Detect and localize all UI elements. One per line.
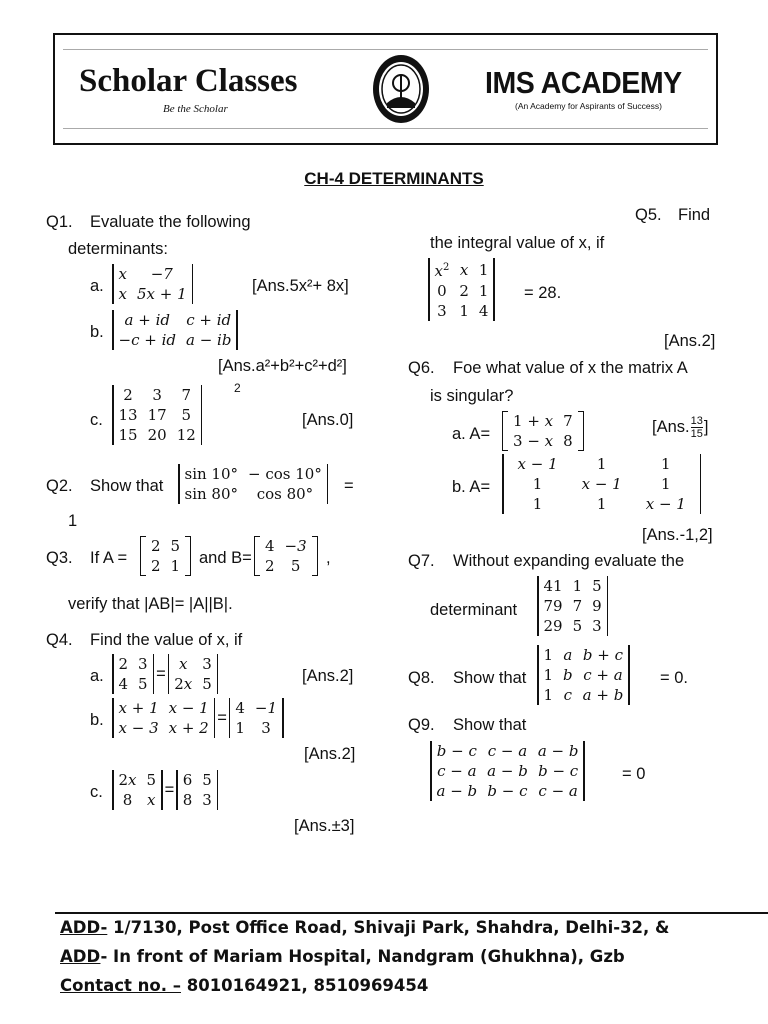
footer-line-1-label: ADD- xyxy=(60,918,108,937)
q8-determinant: 1 a b + c 1 b c + a 1 c a + b xyxy=(537,645,630,705)
q4b-equation: x + 1 x − 1 x − 3 x + 2 = 4 −1 1 3 xyxy=(112,698,284,738)
q4-label: Q4. xyxy=(46,631,73,649)
q4-text: Find the value of x, if xyxy=(90,631,243,649)
scholar-classes-tagline: Be the Scholar xyxy=(163,103,228,115)
q4b-label: b. xyxy=(90,711,104,729)
q5-determinant: $x^2$ x 1 0 2 1 3 1 4 xyxy=(428,258,495,321)
footer-line-2-label: ADD xyxy=(60,947,101,966)
page-title: CH-4 DETERMINANTS xyxy=(304,169,484,188)
q6a-answer xyxy=(652,415,708,440)
footer-address xyxy=(60,913,669,1000)
q3-text-a: If A = xyxy=(90,549,128,567)
q1-text: Evaluate the following xyxy=(90,213,251,231)
q6b-label: b. A= xyxy=(452,478,491,496)
q1a-determinant: x −7 x 5x + 1 xyxy=(112,264,193,304)
footer-line-3 xyxy=(60,971,669,1000)
q1c-label: c. xyxy=(90,411,103,429)
q4c-equals: = xyxy=(164,780,175,799)
q6-text: Foe what value of x the matrix A xyxy=(453,359,688,377)
q1-label: Q1. xyxy=(46,213,73,231)
q7-text-cont: determinant xyxy=(430,601,518,619)
q4b-answer: [Ans.2] xyxy=(304,745,356,763)
q4c-label: c. xyxy=(90,783,103,801)
q1-text-cont: determinants: xyxy=(68,240,168,258)
q9-text: Show that xyxy=(453,716,527,734)
q5-equals: = 28. xyxy=(524,284,562,302)
q8-label: Q8. xyxy=(408,669,435,687)
header-bottom-rule xyxy=(63,128,708,129)
q4c-equation: 2x 5 8 x = 6 5 8 3 xyxy=(112,770,218,810)
q6b-matrix: x − 1 1 1 1 x − 1 1 1 1 x − 1 xyxy=(502,454,701,514)
q6a-numerator: 13 xyxy=(690,415,703,427)
q4b-equals: = xyxy=(217,708,227,727)
q6a-answer-prefix: [Ans. xyxy=(652,418,690,437)
academy-emblem-icon xyxy=(371,53,431,125)
q4c-answer: [Ans.±3] xyxy=(294,817,355,835)
ims-academy-logo-text: IMS ACADEMY xyxy=(485,65,682,100)
q8-text: Show that xyxy=(453,669,527,687)
q6a-denominator: 15 xyxy=(690,428,703,440)
q6-text-cont: is singular? xyxy=(430,387,514,405)
footer-line-1 xyxy=(60,913,669,942)
q4a-answer: [Ans.2] xyxy=(302,667,354,685)
q2-rhs: 1 xyxy=(68,512,78,530)
q4a-equation: 2 3 4 5 = x 3 2x 5 xyxy=(112,654,218,694)
q9-equals: = 0 xyxy=(622,765,646,783)
q6a-answer-fraction xyxy=(691,415,703,440)
q1c-determinant: 2 3 7 13 17 5 15 20 12 xyxy=(112,385,202,445)
q1b-determinant: a + id c + id −c + id a − ib xyxy=(112,310,238,350)
q4a-equals: = xyxy=(156,664,166,683)
q6a-label: a. A= xyxy=(452,425,491,443)
q2-label: Q2. xyxy=(46,477,73,495)
q1b-answer: [Ans.a²+b²+c²+d²] xyxy=(218,357,347,375)
scholar-classes-logo-text: Scholar Classes xyxy=(79,63,298,99)
footer-line-1-text: 1/7130, Post Office Road, Shivaji Park, Shahdra, Delhi-32, & xyxy=(107,918,670,937)
q5-label: Q5. xyxy=(635,206,662,224)
q1a-label: a. xyxy=(90,277,104,295)
q5-text: Find xyxy=(678,206,711,224)
q1b-label: b. xyxy=(90,323,104,341)
q6a-answer-suffix: ] xyxy=(703,418,709,437)
footer-line-2-text: - In front of Mariam Hospital, Nandgram (Ghukhna), Gzb xyxy=(100,947,625,966)
q1a-answer: [Ans.5x²+ 8x] xyxy=(252,277,349,295)
q5-text-cont: the integral value of x, if xyxy=(430,234,605,252)
header-top-rule xyxy=(63,49,708,50)
q1c-answer: [Ans.0] xyxy=(302,411,354,429)
q7-determinant: 41 1 5 79 7 9 29 5 3 xyxy=(537,576,608,636)
q8-equals: = 0. xyxy=(660,669,688,687)
q2-equals: = xyxy=(344,477,354,495)
q5-answer: [Ans.2] xyxy=(664,332,716,350)
header-box xyxy=(53,33,718,145)
footer-line-3-label: Contact no. – xyxy=(60,976,181,995)
q9-determinant: b − c c − a a − b c − a a − b b − c a − b b − c c − a xyxy=(430,741,585,801)
q4a-label: a. xyxy=(90,667,104,685)
q6b-answer: [Ans.-1,2] xyxy=(642,526,713,544)
q2-text: Show that xyxy=(90,477,164,495)
q7-text: Without expanding evaluate the xyxy=(453,552,685,570)
q3-matrix-a: 2 5 2 1 xyxy=(140,536,191,576)
q2-determinant: sin 10° − cos 10° sin 80° cos 80° xyxy=(178,464,328,504)
q3-matrix-b: 4 −3 2 5 xyxy=(254,536,318,576)
q6-label: Q6. xyxy=(408,359,435,377)
q3-verify: verify that |AB|= |A||B|. xyxy=(68,595,233,613)
q6a-matrix: 1 + x 7 3 − x 8 xyxy=(502,411,584,451)
footer-line-3-text: 8010164921, 8510969454 xyxy=(180,976,429,995)
q1c-power: 2 xyxy=(234,381,241,395)
footer-line-2 xyxy=(60,942,669,971)
q3-label: Q3. xyxy=(46,549,73,567)
ims-academy-tagline: (An Academy for Aspirants of Success) xyxy=(515,101,662,111)
q9-label: Q9. xyxy=(408,716,435,734)
q7-label: Q7. xyxy=(408,552,435,570)
q3-comma: , xyxy=(326,549,331,567)
q3-text-b: and B= xyxy=(199,549,252,567)
